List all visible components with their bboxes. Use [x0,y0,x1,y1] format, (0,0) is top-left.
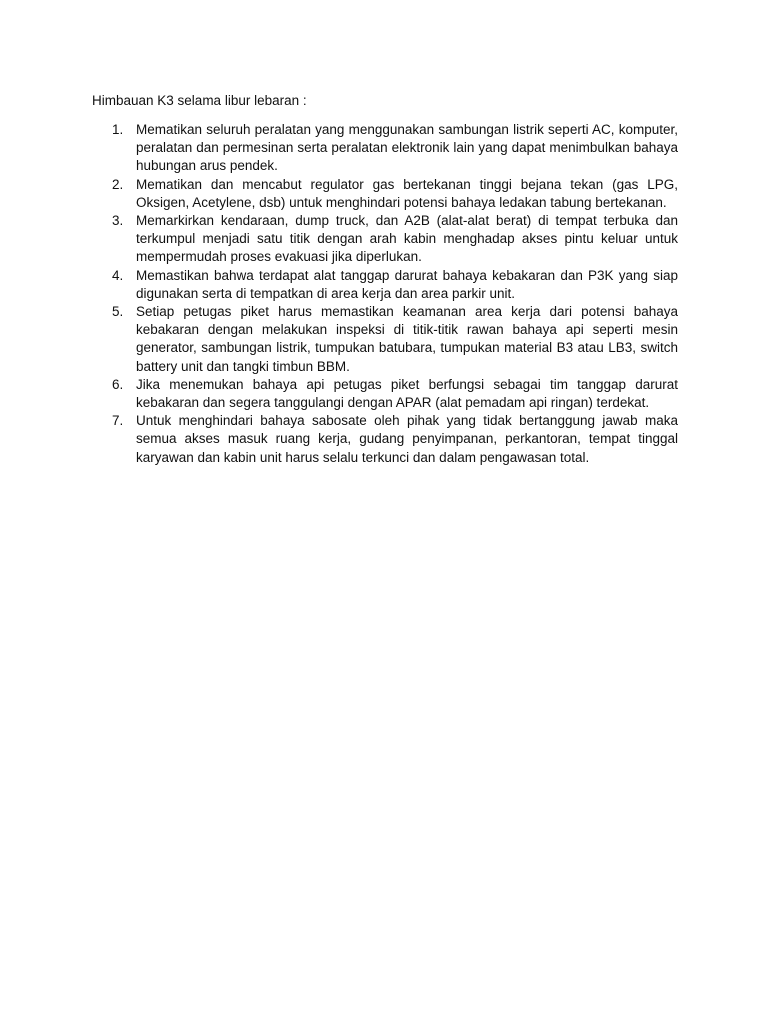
list-item-text: Jika menemukan bahaya api petugas piket berfungsi sebagai tim tanggap darurat kebakaran dan segera tanggulangi dengan APAR (alat pemadam api ringan) terdekat. [136,376,678,411]
list-item-text: Untuk menghindari bahaya sabosate oleh pihak yang tidak bertanggung jawab maka semua akses masuk ruang kerja, gudang penyimpanan, perkantoran, tempat tinggal karyawan dan kabin unit harus selalu terkunci dan dalam pengawasan total. [136,413,678,465]
numbered-list [92,121,678,467]
list-item [92,303,678,376]
list-item-number: 5. [112,304,124,320]
document-heading: Himbauan K3 selama libur lebaran : [92,93,307,108]
list-item [92,212,678,267]
list-item-number: 2. [112,176,124,192]
list-item [92,121,678,176]
list-item [92,376,678,412]
list-item [92,267,678,303]
list-item [92,176,678,212]
list-item-text: Mematikan seluruh peralatan yang menggunakan sambungan listrik seperti AC, komputer, peralatan dan permesinan serta peralatan elektronik lain yang dapat menimbulkan bahaya hubungan arus pendek. [136,122,678,174]
list-item-number: 4. [112,267,124,283]
list-item [92,412,678,467]
list-item-number: 7. [112,413,124,429]
list-item-number: 3. [112,213,124,229]
list-item-text: Memarkirkan kendaraan, dump truck, dan A2B (alat-alat berat) di tempat terbuka dan terkumpul menjadi satu titik dengan arah kabin menghadap akses pintu keluar untuk mempermudah proses evakuasi jika diperlukan. [136,213,678,265]
list-item-text: Setiap petugas piket harus memastikan keamanan area kerja dari potensi bahaya kebakaran dengan melakukan inspeksi di titik-titik rawan bahaya api seperti mesin generator, sambungan listrik, tumpukan batubara, tumpukan material B3 atau LB3, switch battery unit dan tangki timbun BBM. [136,304,678,374]
list-item-text: Mematikan dan mencabut regulator gas bertekanan tinggi bejana tekan (gas LPG, Oksigen, Acetylene, dsb) untuk menghindari potensi bahaya ledakan tabung bertekanan. [136,176,678,210]
list-item-text: Memastikan bahwa terdapat alat tanggap darurat bahaya kebakaran dan P3K yang siap digunakan serta di tempatkan di area kerja dan area parkir unit. [136,267,678,301]
list-item-number: 1. [112,122,124,137]
list-item-number: 6. [112,376,124,392]
